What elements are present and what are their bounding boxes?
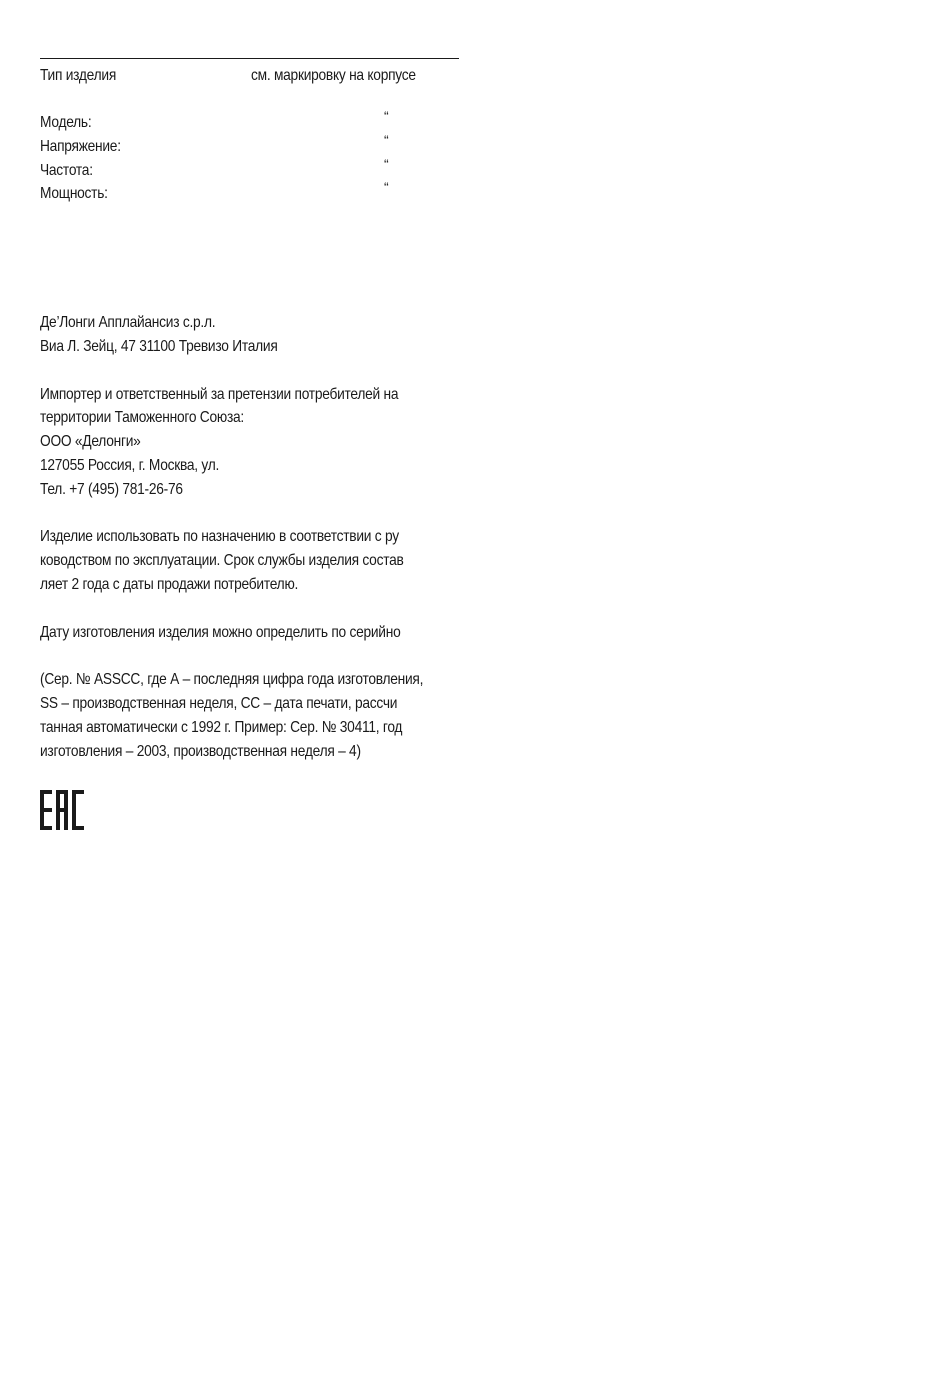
usage-block [40,525,459,596]
importer-phone: Тел. +7 (495) 781-26-76 [40,480,183,498]
serial-note-line-1: (Сер. № ASSCC, где А – последняя цифра года изготовления, [40,671,424,689]
document-page [40,58,459,830]
spec-row-frequency [40,155,459,183]
manufacturer-address: Виа Л. Зейц, 47 31100 Тревизо Италия [40,337,278,355]
importer-address: 127055 Россия, г. Москва, ул. [40,456,220,474]
ditto-mark: “ [384,179,389,196]
spec-label: Напряжение: [40,137,121,155]
ditto-mark: “ [384,131,389,148]
importer-line-2: территории Таможенного Союза: [40,409,244,427]
spec-label: Частота: [40,161,93,179]
product-type-row [40,64,459,88]
serial-note-block [40,668,459,763]
eac-mark-icon [40,790,84,830]
importer-company: ООО «Делонги» [40,433,141,451]
serial-note-line-4: изготовления – 2003, производственная неделя – 4) [40,742,361,760]
product-type-value: см. маркировку на корпусе [251,67,416,84]
spec-label: Мощность: [40,185,108,203]
spec-row-power [40,179,459,206]
spec-row-voltage [40,131,459,159]
spec-list [40,108,459,206]
usage-line-2: ководством по эксплуатации. Срок службы изделия состав [40,552,404,570]
spec-row-model [40,108,459,135]
manufacturer-block [40,311,459,359]
spec-label: Модель: [40,114,92,131]
top-divider [40,58,459,59]
ditto-mark: “ [384,155,389,172]
importer-line-1: Импортер и ответственный за претензии потребителей на [40,385,399,403]
ditto-mark: “ [384,108,389,124]
product-type-label: Тип изделия [40,67,117,84]
usage-line-1: Изделие использовать по назначению в соответствии с ру [40,528,399,546]
date-note: Дату изготовления изделия можно определить по серийно [40,623,401,641]
manufacturer-name: Де’Лонги Апплайансиз с.р.л. [40,314,216,332]
date-note-block [40,621,459,645]
serial-note-line-3: танная автоматически с 1992 г. Пример: Сер. № 30411, год [40,718,403,736]
serial-note-line-2: SS – производственная неделя, CC – дата печати, рассчи [40,694,398,712]
importer-block [40,383,459,502]
usage-line-3: ляет 2 года с даты продажи потребителю. [40,575,299,593]
